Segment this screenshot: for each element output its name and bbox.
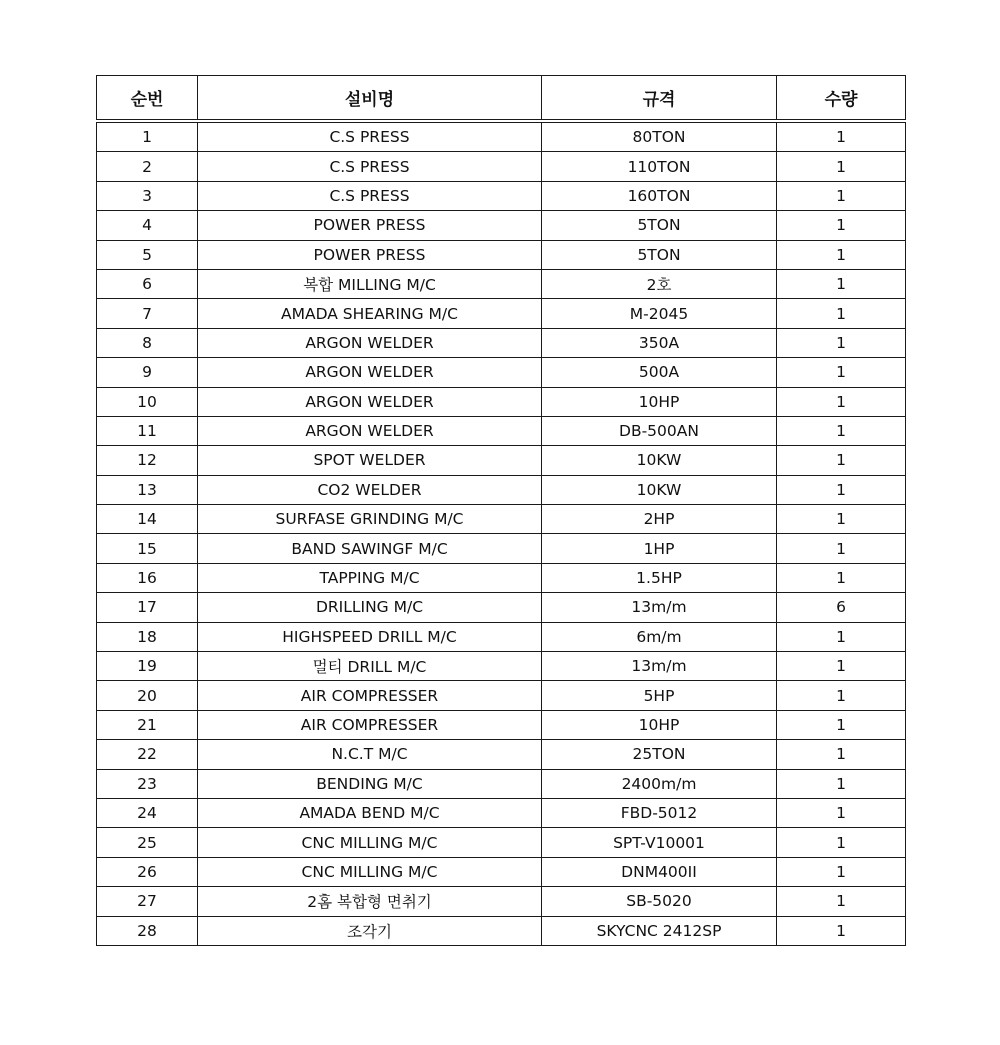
cell-number: 5	[97, 240, 198, 269]
cell-equipment-name: CO2 WELDER	[198, 475, 542, 504]
cell-quantity: 1	[777, 269, 906, 298]
cell-number: 21	[97, 710, 198, 739]
cell-specification: SB-5020	[542, 887, 777, 916]
cell-specification: 10HP	[542, 387, 777, 416]
header-equipment-name: 설비명	[198, 76, 542, 122]
cell-specification: M-2045	[542, 299, 777, 328]
cell-quantity: 1	[777, 857, 906, 886]
cell-number: 16	[97, 563, 198, 592]
cell-specification: 5TON	[542, 240, 777, 269]
table-row	[97, 152, 906, 181]
cell-quantity: 1	[777, 152, 906, 181]
cell-quantity: 1	[777, 475, 906, 504]
cell-equipment-name: AMADA SHEARING M/C	[198, 299, 542, 328]
cell-number: 20	[97, 681, 198, 710]
cell-equipment-name: BENDING M/C	[198, 769, 542, 798]
cell-number: 17	[97, 593, 198, 622]
cell-number: 7	[97, 299, 198, 328]
cell-quantity: 1	[777, 916, 906, 945]
table-row	[97, 857, 906, 886]
cell-specification: 5TON	[542, 211, 777, 240]
cell-number: 4	[97, 211, 198, 240]
cell-number: 1	[97, 121, 198, 152]
cell-equipment-name: ARGON WELDER	[198, 358, 542, 387]
cell-number: 23	[97, 769, 198, 798]
table-row	[97, 652, 906, 681]
cell-number: 13	[97, 475, 198, 504]
cell-quantity: 1	[777, 505, 906, 534]
cell-specification: 2400m/m	[542, 769, 777, 798]
cell-equipment-name: 복합 MILLING M/C	[198, 269, 542, 298]
table-row	[97, 710, 906, 739]
table-row	[97, 181, 906, 210]
table-row	[97, 475, 906, 504]
cell-quantity: 1	[777, 828, 906, 857]
cell-equipment-name: SPOT WELDER	[198, 446, 542, 475]
table-row	[97, 121, 906, 152]
table-row	[97, 740, 906, 769]
cell-specification: 10KW	[542, 475, 777, 504]
cell-number: 12	[97, 446, 198, 475]
table-header	[97, 76, 906, 122]
cell-quantity: 6	[777, 593, 906, 622]
cell-equipment-name: C.S PRESS	[198, 121, 542, 152]
cell-number: 14	[97, 505, 198, 534]
cell-equipment-name: C.S PRESS	[198, 152, 542, 181]
cell-equipment-name: C.S PRESS	[198, 181, 542, 210]
cell-specification: SKYCNC 2412SP	[542, 916, 777, 945]
cell-number: 6	[97, 269, 198, 298]
cell-number: 15	[97, 534, 198, 563]
table-row	[97, 299, 906, 328]
cell-quantity: 1	[777, 181, 906, 210]
cell-specification: 13m/m	[542, 593, 777, 622]
table-row	[97, 240, 906, 269]
cell-quantity: 1	[777, 622, 906, 651]
table-row	[97, 622, 906, 651]
cell-equipment-name: BAND SAWINGF M/C	[198, 534, 542, 563]
cell-specification: 110TON	[542, 152, 777, 181]
cell-specification: 80TON	[542, 121, 777, 152]
cell-specification: 25TON	[542, 740, 777, 769]
cell-equipment-name: ARGON WELDER	[198, 328, 542, 357]
table-row	[97, 328, 906, 357]
cell-equipment-name: CNC MILLING M/C	[198, 857, 542, 886]
cell-number: 18	[97, 622, 198, 651]
cell-equipment-name: DRILLING M/C	[198, 593, 542, 622]
cell-number: 22	[97, 740, 198, 769]
cell-number: 2	[97, 152, 198, 181]
cell-number: 11	[97, 416, 198, 445]
cell-number: 3	[97, 181, 198, 210]
cell-quantity: 1	[777, 240, 906, 269]
cell-specification: 6m/m	[542, 622, 777, 651]
cell-equipment-name: POWER PRESS	[198, 240, 542, 269]
cell-specification: DNM400II	[542, 857, 777, 886]
table-row	[97, 887, 906, 916]
cell-equipment-name: SURFASE GRINDING M/C	[198, 505, 542, 534]
cell-specification: 2HP	[542, 505, 777, 534]
cell-specification: FBD-5012	[542, 798, 777, 827]
cell-specification: 2호	[542, 269, 777, 298]
table-row	[97, 563, 906, 592]
cell-equipment-name: CNC MILLING M/C	[198, 828, 542, 857]
cell-equipment-name: ARGON WELDER	[198, 387, 542, 416]
cell-equipment-name: POWER PRESS	[198, 211, 542, 240]
cell-equipment-name: 조각기	[198, 916, 542, 945]
cell-number: 10	[97, 387, 198, 416]
table-row	[97, 416, 906, 445]
header-number: 순번	[97, 76, 198, 122]
cell-quantity: 1	[777, 299, 906, 328]
cell-number: 9	[97, 358, 198, 387]
cell-specification: 5HP	[542, 681, 777, 710]
cell-equipment-name: 2홈 복합형 면취기	[198, 887, 542, 916]
cell-quantity: 1	[777, 740, 906, 769]
cell-quantity: 1	[777, 652, 906, 681]
table-row	[97, 358, 906, 387]
cell-equipment-name: AIR COMPRESSER	[198, 710, 542, 739]
table-row	[97, 769, 906, 798]
cell-quantity: 1	[777, 387, 906, 416]
cell-number: 27	[97, 887, 198, 916]
table-row	[97, 387, 906, 416]
cell-equipment-name: AIR COMPRESSER	[198, 681, 542, 710]
cell-quantity: 1	[777, 121, 906, 152]
cell-quantity: 1	[777, 416, 906, 445]
table-row	[97, 916, 906, 945]
cell-quantity: 1	[777, 769, 906, 798]
cell-specification: 1HP	[542, 534, 777, 563]
table-row	[97, 798, 906, 827]
cell-specification: DB-500AN	[542, 416, 777, 445]
cell-equipment-name: ARGON WELDER	[198, 416, 542, 445]
cell-specification: 350A	[542, 328, 777, 357]
table-row	[97, 505, 906, 534]
cell-number: 26	[97, 857, 198, 886]
cell-specification: 10HP	[542, 710, 777, 739]
table-row	[97, 593, 906, 622]
cell-number: 28	[97, 916, 198, 945]
cell-quantity: 1	[777, 563, 906, 592]
cell-specification: 160TON	[542, 181, 777, 210]
table-row	[97, 534, 906, 563]
cell-number: 25	[97, 828, 198, 857]
cell-specification: SPT-V10001	[542, 828, 777, 857]
table-row	[97, 446, 906, 475]
table-row	[97, 211, 906, 240]
cell-quantity: 1	[777, 710, 906, 739]
header-quantity: 수량	[777, 76, 906, 122]
cell-quantity: 1	[777, 534, 906, 563]
cell-specification: 13m/m	[542, 652, 777, 681]
cell-equipment-name: HIGHSPEED DRILL M/C	[198, 622, 542, 651]
cell-equipment-name: N.C.T M/C	[198, 740, 542, 769]
cell-quantity: 1	[777, 681, 906, 710]
header-specification: 규격	[542, 76, 777, 122]
cell-number: 24	[97, 798, 198, 827]
table-row	[97, 828, 906, 857]
cell-quantity: 1	[777, 446, 906, 475]
table-row	[97, 269, 906, 298]
cell-equipment-name: 멀티 DRILL M/C	[198, 652, 542, 681]
table-row	[97, 681, 906, 710]
cell-number: 19	[97, 652, 198, 681]
cell-equipment-name: AMADA BEND M/C	[198, 798, 542, 827]
cell-quantity: 1	[777, 798, 906, 827]
table-body	[97, 121, 906, 945]
cell-quantity: 1	[777, 211, 906, 240]
header-row	[97, 76, 906, 122]
equipment-table	[96, 75, 906, 946]
cell-equipment-name: TAPPING M/C	[198, 563, 542, 592]
cell-quantity: 1	[777, 358, 906, 387]
cell-specification: 500A	[542, 358, 777, 387]
cell-quantity: 1	[777, 328, 906, 357]
cell-number: 8	[97, 328, 198, 357]
cell-quantity: 1	[777, 887, 906, 916]
cell-specification: 1.5HP	[542, 563, 777, 592]
cell-specification: 10KW	[542, 446, 777, 475]
